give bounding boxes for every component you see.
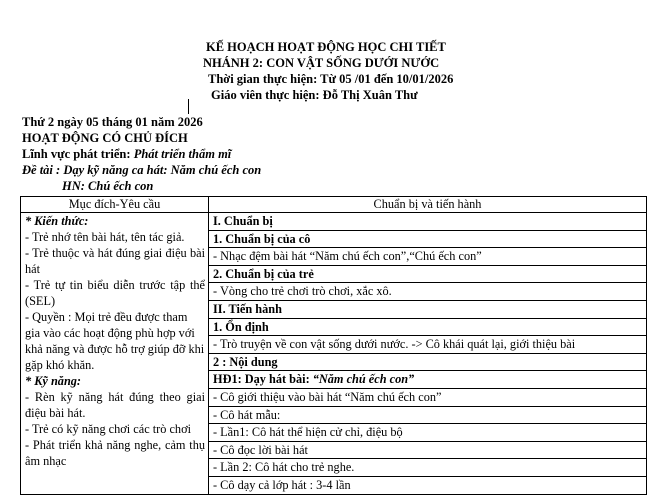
procedure-item: - Vòng cho trẻ chơi trò chơi, xắc xô. — [209, 283, 646, 301]
objective-item: - Quyền : Mọi trẻ đều được tham gia vào các hoạt động phù hợp với khả năng và được hỗ trợ giúp đỡ khi gặp khó khăn. — [25, 310, 205, 372]
teacher-name: Giáo viên thực hiện: Đỗ Thị Xuân Thư — [211, 88, 418, 102]
subsection-heading: 2. Chuẩn bị của trẻ — [209, 266, 646, 284]
lesson-topic — [22, 163, 261, 178]
document-title: KẾ HOẠCH HOẠT ĐỘNG HỌC CHI TIẾT — [206, 40, 446, 54]
field-label: Lĩnh vực phát triển: — [22, 147, 134, 161]
lesson-date: Thứ 2 ngày 05 tháng 01 năm 2026 — [22, 115, 203, 129]
subsection-heading: 1. Chuẩn bị của cô — [209, 231, 646, 249]
lesson-plan-table — [20, 196, 647, 495]
procedure-item: - Lần 2: Cô hát cho trẻ nghe. — [209, 459, 646, 477]
procedure-item: - Cô giới thiệu vào bài hát “Năm chú ếch con” — [209, 389, 646, 407]
objective-item: - Trẻ thuộc và hát đúng giai điệu bài hát — [25, 246, 205, 276]
objectives-header: Mục đích-Yêu cầu — [21, 197, 209, 213]
procedure-item: - Lần1: Cô hát thể hiện cử chỉ, điệu bộ — [209, 424, 646, 442]
activity-type: HOẠT ĐỘNG CÓ CHỦ ĐÍCH — [22, 131, 188, 145]
objective-item: - Trẻ nhớ tên bài hát, tên tác giả. — [25, 230, 185, 244]
table-body-row — [21, 213, 647, 495]
objective-item: - Trẻ có kỹ năng chơi các trò chơi — [25, 422, 191, 436]
procedure-header: Chuẩn bị và tiến hành — [209, 197, 647, 213]
topic-label: Đề tài : — [22, 163, 64, 177]
text-cursor — [188, 99, 189, 114]
development-field — [22, 147, 231, 162]
field-value: Phát triển thẩm mĩ — [133, 147, 232, 161]
subsection-heading: 1. Ổn định — [209, 319, 646, 337]
skill-label: * Kỹ năng: — [25, 374, 82, 388]
section-heading: II. Tiến hành — [209, 301, 646, 319]
knowledge-label: * Kiến thức: — [25, 214, 89, 228]
time-range: Thời gian thực hiện: Từ 05 /01 đến 10/01/2026 — [208, 72, 454, 86]
objective-item: - Trẻ tự tin biểu diễn trước tập thể (SEL) — [25, 278, 205, 308]
activity-label: HĐ1: Dạy hát bài: — [213, 372, 313, 387]
subsection-heading: 2 : Nội dung — [209, 354, 646, 372]
objectives-cell — [21, 213, 209, 495]
theme-branch: NHÁNH 2: CON VẬT SỐNG DƯỚI NƯỚC — [203, 56, 440, 70]
procedure-cell — [209, 213, 647, 495]
objective-item: - Rèn kỹ năng hát đúng theo giai điệu bài hát. — [25, 390, 205, 420]
activity-heading — [209, 371, 646, 389]
table-header-row — [21, 197, 647, 213]
procedure-item: - Cô dạy cả lớp hát : 3-4 lần — [213, 477, 351, 492]
section-heading: I. Chuẩn bị — [209, 213, 646, 231]
topic-value: Dạy kỹ năng ca hát: Năm chú ếch con — [63, 163, 262, 177]
procedure-item: - Nhạc đệm bài hát “Năm chú ếch con”,“Chú ếch con” — [209, 248, 646, 266]
activity-song: “Năm chú ếch con” — [312, 372, 415, 387]
procedure-item: - Cô hát mẫu: — [209, 407, 646, 425]
procedure-item: - Trò truyện về con vật sống dưới nước. -> Cô khái quát lại, giới thiệu bài — [209, 336, 646, 354]
procedure-item: - Cô đọc lời bài hát — [209, 442, 646, 460]
integrated-song: HN: Chú ếch con — [62, 179, 154, 193]
objective-item: - Phát triển khả năng nghe, cảm thụ âm nhạc — [25, 438, 205, 468]
